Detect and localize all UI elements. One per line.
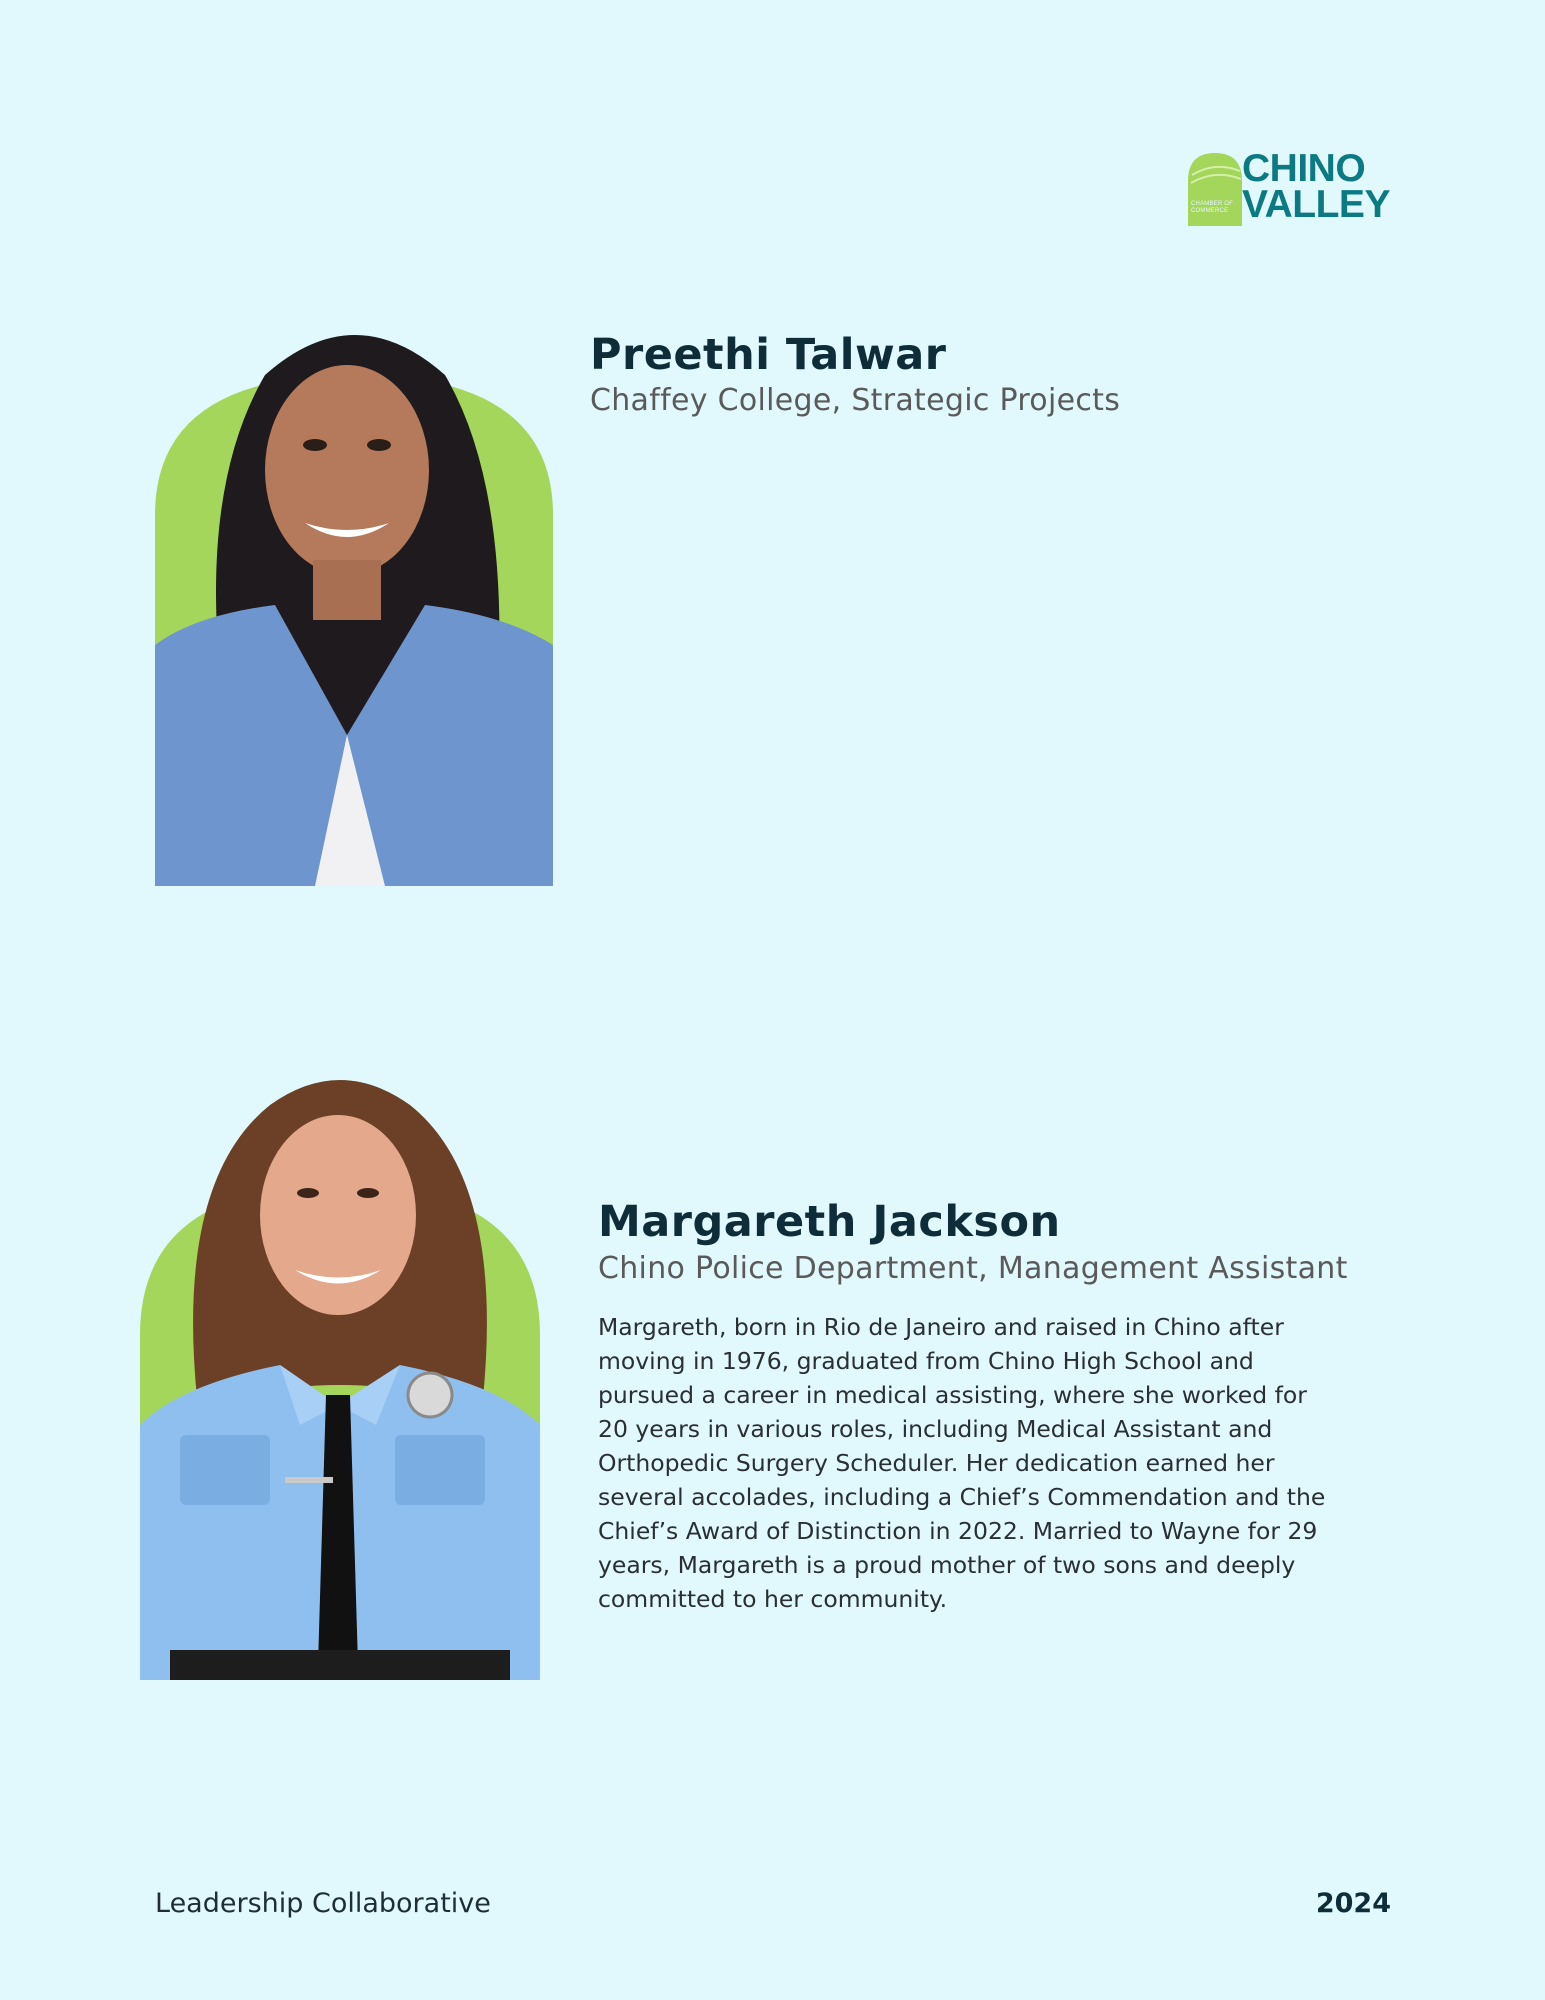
profile-bio [598,1310,1398,1616]
profile-photo-preethi [155,315,553,886]
logo-subtitle: CHAMBER OF COMMERCE [1191,201,1234,214]
profile-role: Chaffey College, Strategic Projects [590,383,1121,418]
bio-line: Margareth, born in Rio de Janeiro and raised in Chino after [598,1313,1284,1341]
chamber-logo [1188,147,1393,231]
bio-line: several accolades, including a Chief’s Commendation and the [598,1483,1326,1511]
bio-line: Orthopedic Surgery Scheduler. Her dedication earned her [598,1449,1275,1477]
logo-line-2: VALLEY [1242,183,1390,226]
profile-name: Margareth Jackson [598,1197,1061,1247]
logo-wordmark [1242,147,1390,226]
logo-line-1: CHINO [1242,147,1366,190]
footer-program: Leadership Collaborative [155,1888,491,1919]
bio-line: 20 years in various roles, including Medical Assistant and [598,1415,1273,1443]
bio-line: moving in 1976, graduated from Chino High School and [598,1347,1254,1375]
bio-line: pursued a career in medical assisting, where she worked for [598,1381,1307,1409]
bio-line: committed to her community. [598,1585,948,1613]
footer-year: 2024 [1315,1888,1391,1919]
hill-logo-icon [1188,153,1242,226]
profile-photo-margareth [140,1065,540,1680]
bio-line: years, Margareth is a proud mother of two sons and deeply [598,1551,1296,1579]
profile-role: Chino Police Department, Management Assistant [598,1251,1348,1286]
bio-line: Chief’s Award of Distinction in 2022. Married to Wayne for 29 [598,1517,1318,1545]
profile-name: Preethi Talwar [590,330,947,380]
